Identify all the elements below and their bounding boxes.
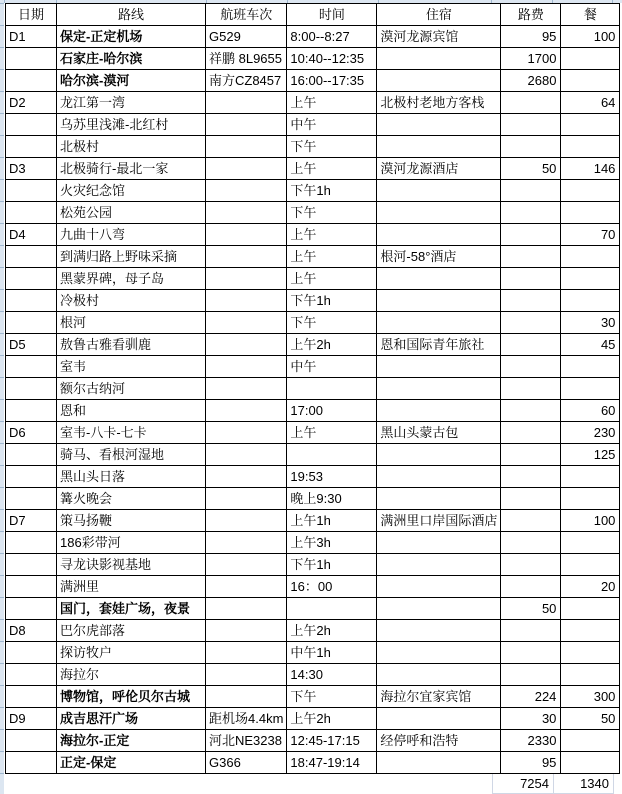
cell-day[interactable]: D7 xyxy=(6,510,57,532)
cell-stay[interactable] xyxy=(377,532,501,554)
cell-cost[interactable]: 30 xyxy=(501,708,561,730)
cell-meal[interactable] xyxy=(561,598,620,620)
cell-stay[interactable]: 经停呼和浩特 xyxy=(377,730,501,752)
cell-stay[interactable]: 黑山头蒙古包 xyxy=(377,422,501,444)
cell-route[interactable]: 冷极村 xyxy=(57,290,206,312)
cell-day[interactable] xyxy=(6,532,57,554)
cell-time[interactable]: 14:30 xyxy=(287,664,377,686)
cell-stay[interactable] xyxy=(377,202,501,224)
cell-route[interactable]: 海拉尔-正定 xyxy=(57,730,206,752)
cell-meal[interactable] xyxy=(561,466,620,488)
cell-stay[interactable] xyxy=(377,114,501,136)
cell-day[interactable]: D2 xyxy=(6,92,57,114)
cell-stay[interactable] xyxy=(377,752,501,774)
cell-meal[interactable]: 100 xyxy=(561,510,620,532)
cell-time[interactable]: 下午1h xyxy=(287,180,377,202)
cell-flight[interactable]: 祥鹏 8L9655 xyxy=(206,48,287,70)
table-row xyxy=(6,576,620,598)
cell-stay[interactable] xyxy=(377,48,501,70)
table-row xyxy=(6,334,620,356)
cell-day[interactable] xyxy=(6,642,57,664)
cell-meal[interactable] xyxy=(561,70,620,92)
cell-flight[interactable]: 南方CZ8457 xyxy=(206,70,287,92)
cell-stay[interactable] xyxy=(377,444,501,466)
cell-time[interactable]: 19:53 xyxy=(287,466,377,488)
cell-time[interactable]: 上午 xyxy=(287,224,377,246)
table-row xyxy=(6,686,620,708)
cell-route[interactable]: 篝火晚会 xyxy=(57,488,206,510)
cell-route[interactable]: 根河 xyxy=(57,312,206,334)
cell-cost[interactable] xyxy=(501,532,561,554)
total-meal-cell[interactable]: 1340 xyxy=(554,774,614,794)
table-row xyxy=(6,202,620,224)
cell-day[interactable]: D8 xyxy=(6,620,57,642)
table-row xyxy=(6,356,620,378)
cell-stay[interactable] xyxy=(377,620,501,642)
cell-meal[interactable] xyxy=(561,554,620,576)
cell-time[interactable]: 18:47-19:14 xyxy=(287,752,377,774)
cell-flight[interactable]: G529 xyxy=(206,26,287,48)
cell-stay[interactable] xyxy=(377,708,501,730)
cell-cost[interactable]: 50 xyxy=(501,598,561,620)
cell-stay[interactable]: 满洲里口岸国际酒店 xyxy=(377,510,501,532)
cell-day[interactable] xyxy=(6,378,57,400)
cell-cost[interactable] xyxy=(501,180,561,202)
header-row xyxy=(6,4,620,26)
cell-stay[interactable] xyxy=(377,400,501,422)
column-header[interactable]: 航班车次 xyxy=(206,4,287,26)
table-row xyxy=(6,114,620,136)
cell-flight[interactable]: 距机场4.4km xyxy=(206,708,287,730)
cell-time[interactable]: 10:40--12:35 xyxy=(287,48,377,70)
cell-route[interactable]: 到满归路上野味采摘 xyxy=(57,246,206,268)
cell-meal[interactable]: 20 xyxy=(561,576,620,598)
cell-time[interactable]: 上午2h xyxy=(287,620,377,642)
cell-flight[interactable] xyxy=(206,554,287,576)
cell-stay[interactable]: 漠河龙源酒店 xyxy=(377,158,501,180)
cell-route[interactable]: 国门，套娃广场，夜景 xyxy=(57,598,206,620)
cell-route[interactable]: 保定-正定机场 xyxy=(57,26,206,48)
cell-route[interactable]: 成吉思汗广场 xyxy=(57,708,206,730)
cell-route[interactable]: 186彩带河 xyxy=(57,532,206,554)
cell-stay[interactable] xyxy=(377,180,501,202)
cell-time[interactable] xyxy=(287,378,377,400)
cell-day[interactable] xyxy=(6,664,57,686)
cell-flight[interactable] xyxy=(206,400,287,422)
cell-flight[interactable] xyxy=(206,246,287,268)
cell-time[interactable]: 16:00--17:35 xyxy=(287,70,377,92)
cell-day[interactable] xyxy=(6,488,57,510)
cell-route[interactable]: 九曲十八弯 xyxy=(57,224,206,246)
cell-day[interactable] xyxy=(6,312,57,334)
cell-stay[interactable]: 漠河龙源宾馆 xyxy=(377,26,501,48)
cell-route[interactable]: 寻龙诀影视基地 xyxy=(57,554,206,576)
table-row xyxy=(6,378,620,400)
cell-flight[interactable] xyxy=(206,378,287,400)
cell-day[interactable]: D4 xyxy=(6,224,57,246)
table-row xyxy=(6,620,620,642)
cell-route[interactable]: 恩和 xyxy=(57,400,206,422)
column-header[interactable]: 餐 xyxy=(561,4,620,26)
cell-stay[interactable] xyxy=(377,554,501,576)
cell-meal[interactable] xyxy=(561,488,620,510)
cell-flight[interactable] xyxy=(206,92,287,114)
cell-time[interactable]: 晚上9:30 xyxy=(287,488,377,510)
cell-day[interactable] xyxy=(6,466,57,488)
cell-stay[interactable] xyxy=(377,70,501,92)
cell-stay[interactable] xyxy=(377,488,501,510)
total-cost-cell[interactable]: 7254 xyxy=(492,774,554,794)
table-row xyxy=(6,598,620,620)
cell-route[interactable]: 额尔古纳河 xyxy=(57,378,206,400)
cell-day[interactable] xyxy=(6,400,57,422)
cell-day[interactable] xyxy=(6,268,57,290)
table-row xyxy=(6,422,620,444)
cell-cost[interactable] xyxy=(501,664,561,686)
cell-time[interactable]: 下午 xyxy=(287,136,377,158)
cell-flight[interactable] xyxy=(206,466,287,488)
cell-time[interactable]: 上午3h xyxy=(287,532,377,554)
cell-route[interactable]: 黑蒙界碑，母子岛 xyxy=(57,268,206,290)
cell-stay[interactable] xyxy=(377,224,501,246)
cell-day[interactable] xyxy=(6,290,57,312)
table-row xyxy=(6,268,620,290)
cell-route[interactable]: 巴尔虎部落 xyxy=(57,620,206,642)
cell-meal[interactable] xyxy=(561,356,620,378)
cell-stay[interactable] xyxy=(377,312,501,334)
cell-cost[interactable] xyxy=(501,400,561,422)
cell-day[interactable] xyxy=(6,136,57,158)
cell-flight[interactable] xyxy=(206,686,287,708)
cell-cost[interactable] xyxy=(501,466,561,488)
cell-stay[interactable] xyxy=(377,136,501,158)
cell-day[interactable] xyxy=(6,70,57,92)
cell-day[interactable] xyxy=(6,554,57,576)
cell-stay[interactable] xyxy=(377,290,501,312)
table-row xyxy=(6,158,620,180)
cell-stay[interactable] xyxy=(377,642,501,664)
cell-flight[interactable]: 河北NE3238 xyxy=(206,730,287,752)
cell-cost[interactable]: 2680 xyxy=(501,70,561,92)
cell-meal[interactable] xyxy=(561,136,620,158)
cell-flight[interactable] xyxy=(206,598,287,620)
table-row xyxy=(6,70,620,92)
cell-meal[interactable] xyxy=(561,202,620,224)
cell-time[interactable] xyxy=(287,444,377,466)
cell-stay[interactable] xyxy=(377,598,501,620)
cell-time[interactable]: 8:00--8:27 xyxy=(287,26,377,48)
cell-stay[interactable] xyxy=(377,268,501,290)
cell-cost[interactable] xyxy=(501,444,561,466)
cell-time[interactable]: 上午2h xyxy=(287,708,377,730)
cell-cost[interactable]: 50 xyxy=(501,158,561,180)
cell-route[interactable]: 室韦 xyxy=(57,356,206,378)
cell-meal[interactable]: 64 xyxy=(561,92,620,114)
cell-time[interactable]: 下午 xyxy=(287,312,377,334)
cell-time[interactable]: 上午 xyxy=(287,158,377,180)
cell-stay[interactable]: 海拉尔宜家宾馆 xyxy=(377,686,501,708)
cell-cost[interactable] xyxy=(501,356,561,378)
cell-day[interactable] xyxy=(6,48,57,70)
cell-cost[interactable]: 95 xyxy=(501,26,561,48)
table-row xyxy=(6,92,620,114)
cell-time[interactable]: 上午 xyxy=(287,92,377,114)
cell-route[interactable]: 松苑公园 xyxy=(57,202,206,224)
cell-meal[interactable] xyxy=(561,642,620,664)
cell-route[interactable]: 乌苏里浅滩-北红村 xyxy=(57,114,206,136)
cell-cost[interactable] xyxy=(501,554,561,576)
cell-day[interactable] xyxy=(6,576,57,598)
cell-meal[interactable] xyxy=(561,532,620,554)
cell-route[interactable]: 石家庄-哈尔滨 xyxy=(57,48,206,70)
cell-time[interactable]: 上午 xyxy=(287,268,377,290)
cell-meal[interactable] xyxy=(561,268,620,290)
cell-flight[interactable] xyxy=(206,202,287,224)
cell-route[interactable]: 北极骑行-最北一家 xyxy=(57,158,206,180)
cell-flight[interactable] xyxy=(206,224,287,246)
cell-meal[interactable] xyxy=(561,664,620,686)
cell-route[interactable]: 北极村 xyxy=(57,136,206,158)
table-row xyxy=(6,554,620,576)
cell-cost[interactable] xyxy=(501,290,561,312)
table-row xyxy=(6,708,620,730)
column-header[interactable]: 时间 xyxy=(287,4,377,26)
cell-meal[interactable]: 70 xyxy=(561,224,620,246)
cell-flight[interactable] xyxy=(206,356,287,378)
cell-stay[interactable]: 北极村老地方客栈 xyxy=(377,92,501,114)
cell-meal[interactable] xyxy=(561,620,620,642)
table-row xyxy=(6,48,620,70)
column-header[interactable]: 日期 xyxy=(6,4,57,26)
table-row xyxy=(6,246,620,268)
cell-cost[interactable]: 95 xyxy=(501,752,561,774)
cell-stay[interactable] xyxy=(377,378,501,400)
cell-meal[interactable]: 125 xyxy=(561,444,620,466)
cell-time[interactable]: 下午 xyxy=(287,686,377,708)
cell-meal[interactable]: 45 xyxy=(561,334,620,356)
column-header[interactable]: 住宿 xyxy=(377,4,501,26)
cell-cost[interactable] xyxy=(501,268,561,290)
table-row xyxy=(6,180,620,202)
cell-meal[interactable] xyxy=(561,730,620,752)
table-row xyxy=(6,642,620,664)
table-row xyxy=(6,488,620,510)
cell-day[interactable] xyxy=(6,202,57,224)
column-header[interactable]: 路线 xyxy=(57,4,206,26)
table-row xyxy=(6,26,620,48)
cell-time[interactable]: 上午1h xyxy=(287,510,377,532)
cell-flight[interactable] xyxy=(206,488,287,510)
column-header[interactable]: 路费 xyxy=(501,4,561,26)
table-row xyxy=(6,136,620,158)
table-row xyxy=(6,290,620,312)
cell-flight[interactable] xyxy=(206,158,287,180)
cell-flight[interactable] xyxy=(206,576,287,598)
cell-cost[interactable] xyxy=(501,576,561,598)
cell-route[interactable]: 探访牧户 xyxy=(57,642,206,664)
table-row xyxy=(6,532,620,554)
cell-cost[interactable]: 224 xyxy=(501,686,561,708)
itinerary-table xyxy=(5,3,620,774)
cell-flight[interactable] xyxy=(206,422,287,444)
cell-stay[interactable] xyxy=(377,576,501,598)
cell-day[interactable] xyxy=(6,730,57,752)
cell-route[interactable]: 满洲里 xyxy=(57,576,206,598)
cell-meal[interactable]: 60 xyxy=(561,400,620,422)
cell-time[interactable]: 16：00 xyxy=(287,576,377,598)
cell-day[interactable] xyxy=(6,246,57,268)
cell-route[interactable]: 火灾纪念馆 xyxy=(57,180,206,202)
table-row xyxy=(6,664,620,686)
cell-cost[interactable] xyxy=(501,378,561,400)
cell-cost[interactable]: 2330 xyxy=(501,730,561,752)
cell-cost[interactable] xyxy=(501,312,561,334)
cell-day[interactable] xyxy=(6,752,57,774)
cell-cost[interactable] xyxy=(501,136,561,158)
table-row xyxy=(6,444,620,466)
cell-time[interactable]: 17:00 xyxy=(287,400,377,422)
cell-cost[interactable] xyxy=(501,202,561,224)
cell-meal[interactable]: 100 xyxy=(561,26,620,48)
cell-cost[interactable] xyxy=(501,510,561,532)
cell-time[interactable]: 上午 xyxy=(287,422,377,444)
cell-route[interactable]: 黑山头日落 xyxy=(57,466,206,488)
cell-stay[interactable] xyxy=(377,466,501,488)
cell-meal[interactable]: 230 xyxy=(561,422,620,444)
cell-route[interactable]: 敖鲁古雅看驯鹿 xyxy=(57,334,206,356)
cell-cost[interactable] xyxy=(501,92,561,114)
cell-day[interactable] xyxy=(6,114,57,136)
cell-time[interactable]: 中午 xyxy=(287,356,377,378)
cell-cost[interactable] xyxy=(501,642,561,664)
totals-row xyxy=(5,774,614,794)
cell-time[interactable]: 上午 xyxy=(287,246,377,268)
cell-flight[interactable] xyxy=(206,642,287,664)
cell-time[interactable]: 中午 xyxy=(287,114,377,136)
cell-route[interactable]: 骑马、看根河湿地 xyxy=(57,444,206,466)
cell-time[interactable]: 中午1h xyxy=(287,642,377,664)
cell-time[interactable]: 12:45-17:15 xyxy=(287,730,377,752)
cell-flight[interactable] xyxy=(206,114,287,136)
cell-flight[interactable] xyxy=(206,312,287,334)
cell-cost[interactable] xyxy=(501,334,561,356)
cell-cost[interactable]: 1700 xyxy=(501,48,561,70)
cell-flight[interactable] xyxy=(206,532,287,554)
cell-day[interactable] xyxy=(6,180,57,202)
cell-day[interactable] xyxy=(6,598,57,620)
cell-route[interactable]: 博物馆，呼伦贝尔古城 xyxy=(57,686,206,708)
cell-meal[interactable]: 30 xyxy=(561,312,620,334)
cell-time[interactable]: 下午1h xyxy=(287,290,377,312)
cell-time[interactable]: 下午 xyxy=(287,202,377,224)
cell-day[interactable]: D9 xyxy=(6,708,57,730)
cell-day[interactable]: D3 xyxy=(6,158,57,180)
cell-meal[interactable]: 50 xyxy=(561,708,620,730)
cell-cost[interactable] xyxy=(501,246,561,268)
cell-day[interactable] xyxy=(6,356,57,378)
cell-meal[interactable] xyxy=(561,246,620,268)
cell-flight[interactable] xyxy=(206,334,287,356)
table-row xyxy=(6,312,620,334)
cell-day[interactable]: D5 xyxy=(6,334,57,356)
cell-time[interactable]: 下午1h xyxy=(287,554,377,576)
cell-route[interactable]: 室韦-八卡-七卡 xyxy=(57,422,206,444)
cell-flight[interactable] xyxy=(206,268,287,290)
cell-cost[interactable] xyxy=(501,422,561,444)
cell-meal[interactable]: 146 xyxy=(561,158,620,180)
cell-meal[interactable] xyxy=(561,48,620,70)
cell-cost[interactable] xyxy=(501,224,561,246)
cell-flight[interactable] xyxy=(206,136,287,158)
cell-meal[interactable] xyxy=(561,114,620,136)
cell-flight[interactable] xyxy=(206,444,287,466)
table-row xyxy=(6,466,620,488)
cell-cost[interactable] xyxy=(501,488,561,510)
cell-day[interactable] xyxy=(6,444,57,466)
cell-day[interactable]: D1 xyxy=(6,26,57,48)
cell-meal[interactable] xyxy=(561,290,620,312)
cell-meal[interactable] xyxy=(561,378,620,400)
cell-route[interactable]: 龙江第一湾 xyxy=(57,92,206,114)
cell-cost[interactable] xyxy=(501,620,561,642)
cell-flight[interactable] xyxy=(206,510,287,532)
cell-time[interactable] xyxy=(287,598,377,620)
totals-spacer xyxy=(5,774,492,794)
cell-stay[interactable] xyxy=(377,356,501,378)
table-row xyxy=(6,510,620,532)
table-body xyxy=(6,26,620,774)
cell-route[interactable]: 策马扬鞭 xyxy=(57,510,206,532)
cell-flight[interactable] xyxy=(206,664,287,686)
cell-route[interactable]: 哈尔滨-漠河 xyxy=(57,70,206,92)
cell-flight[interactable] xyxy=(206,620,287,642)
cell-time[interactable]: 上午2h xyxy=(287,334,377,356)
table-row xyxy=(6,752,620,774)
cell-day[interactable]: D6 xyxy=(6,422,57,444)
cell-meal[interactable]: 300 xyxy=(561,686,620,708)
cell-flight[interactable] xyxy=(206,290,287,312)
cell-meal[interactable] xyxy=(561,180,620,202)
table-row xyxy=(6,730,620,752)
cell-flight[interactable] xyxy=(206,180,287,202)
cell-route[interactable]: 海拉尔 xyxy=(57,664,206,686)
cell-route[interactable]: 正定-保定 xyxy=(57,752,206,774)
table-row xyxy=(6,224,620,246)
excel-row-header-strip[interactable] xyxy=(0,0,4,794)
table-row xyxy=(6,400,620,422)
cell-cost[interactable] xyxy=(501,114,561,136)
cell-stay[interactable]: 根河-58°酒店 xyxy=(377,246,501,268)
cell-stay[interactable]: 恩和国际青年旅社 xyxy=(377,334,501,356)
cell-meal[interactable] xyxy=(561,752,620,774)
cell-flight[interactable]: G366 xyxy=(206,752,287,774)
cell-day[interactable] xyxy=(6,686,57,708)
cell-stay[interactable] xyxy=(377,664,501,686)
